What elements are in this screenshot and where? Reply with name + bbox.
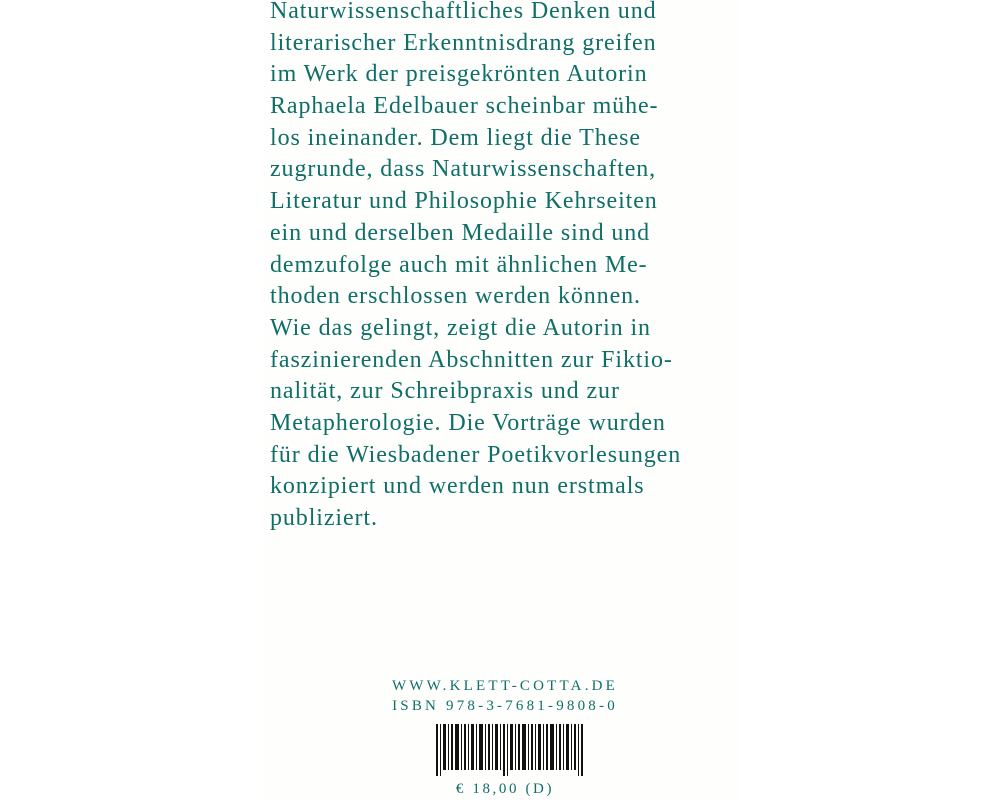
blurb-line: Metapherologie. Die Vorträge wurden bbox=[270, 409, 666, 436]
blurb-line: für die Wiesbadener Poetikvorlesungen bbox=[270, 441, 682, 468]
blurb-line: konzipiert und werden nun erstmals bbox=[270, 473, 645, 500]
blurb-line: faszinierenden Abschnitten zur Fiktio- bbox=[270, 346, 673, 373]
isbn-number: ISBN 978-3-7681-9808-0 bbox=[392, 698, 618, 714]
blurb-line: zugrunde, dass Naturwissenschaften, bbox=[270, 156, 657, 183]
barcode-icon bbox=[436, 724, 586, 776]
blurb-line: im Werk der preisgekrönten Autorin bbox=[270, 61, 648, 88]
blurb-line: thoden erschlossen werden können. bbox=[270, 283, 641, 310]
price-label: € 18,00 (D) bbox=[455, 781, 555, 797]
blurb-text bbox=[270, 0, 740, 535]
blurb-line: demzufolge auch mit ähnlichen Me- bbox=[270, 251, 648, 278]
blurb-line: literarischer Erkenntnisdrang greifen bbox=[270, 29, 657, 56]
blurb-line: los ineinander. Dem liegt die These bbox=[270, 124, 641, 151]
publisher-website: WWW.KLETT-COTTA.DE bbox=[391, 678, 619, 694]
blurb-line: Wie das gelingt, zeigt die Autorin in bbox=[270, 314, 651, 341]
blurb-line: Literatur und Philosophie Kehrseiten bbox=[270, 188, 658, 215]
blurb-line: nalität, zur Schreibpraxis und zur bbox=[270, 378, 620, 405]
blurb-line: ein und derselben Medaille sind und bbox=[270, 219, 651, 246]
blurb-line: publiziert. bbox=[270, 505, 378, 531]
blurb-line: Raphaela Edelbauer scheinbar mühe- bbox=[270, 93, 659, 120]
blurb-line: Naturwissenschaftliches Denken und bbox=[270, 0, 657, 24]
